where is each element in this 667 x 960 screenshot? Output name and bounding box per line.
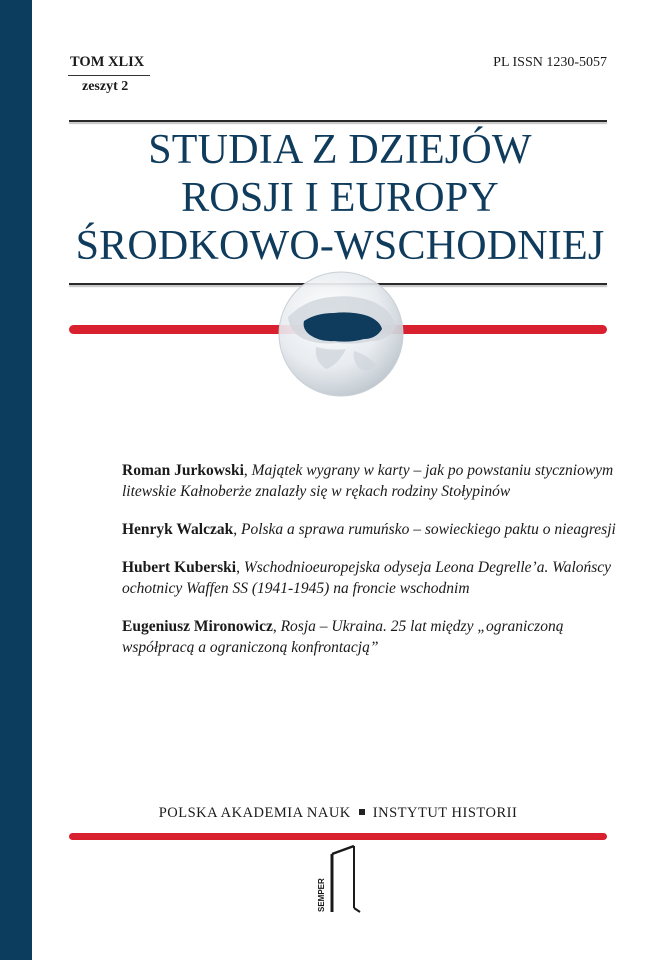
- list-item: Henryk Walczak, Polska a sprawa rumuńsko – sowieckiego paktu o nieagresji: [122, 521, 616, 538]
- article-author: Hubert Kuberski: [122, 559, 237, 576]
- top-rule: [69, 120, 607, 122]
- publisher-line: [69, 805, 607, 822]
- list-item: Eugeniusz Mironowicz, Rosja – Ukraina. 25 lat między „ograniczoną współpracą a ograniczoną konfrontacją”: [122, 618, 564, 656]
- journal-title: [60, 126, 620, 270]
- publisher-institute: INSTYTUT HISTORII: [372, 805, 518, 821]
- article-title: Polska a sprawa rumuńsko – sowieckiego paktu o nieagresji: [240, 521, 616, 538]
- logo-text: SEMPER: [317, 878, 326, 912]
- separator-square-icon: [359, 809, 365, 815]
- globe-icon: [276, 269, 406, 399]
- cover-spine: [0, 0, 32, 960]
- article-author: Roman Jurkowski: [122, 462, 244, 479]
- title-line-1: STUDIA Z DZIEJÓW: [148, 127, 532, 173]
- article-author: Henryk Walczak: [122, 521, 234, 538]
- issn-label: PL ISSN 1230-5057: [493, 55, 607, 70]
- article-author: Eugeniusz Mironowicz: [122, 618, 273, 635]
- article-title: Wschodnioeuropejska odyseja Leona Degrelle’a. Walońscy ochotnicy Waffen SS (1941-1945) na froncie wschodnim: [122, 559, 612, 597]
- volume-underline: [68, 75, 150, 76]
- list-item: Hubert Kuberski, Wschodnioeuropejska odyseja Leona Degrelle’a. Walońscy ochotnicy Waffen SS (1941-1945) na froncie wschodnim: [122, 559, 612, 597]
- list-item: Roman Jurkowski, Majątek wygrany w karty – jak po powstaniu styczniowym litewskie Kałnoberże znalazły się w rękach rodziny Stołypinów: [122, 462, 614, 500]
- title-line-2: ROSJI I EUROPY: [181, 175, 499, 221]
- article-title: Rosja – Ukraina. 25 lat między „ograniczoną współpracą a ograniczoną konfrontacją”: [122, 618, 564, 656]
- issue-label: zeszyt 2: [82, 79, 129, 94]
- volume-label: TOM XLIX: [70, 54, 145, 70]
- article-title: Majątek wygrany w karty – jak po powstaniu styczniowym litewskie Kałnoberże znalazły się w rękach rodziny Stołypinów: [122, 462, 614, 500]
- bottom-red-bar: [69, 833, 607, 840]
- semper-publisher-logo-icon: [318, 846, 368, 918]
- publisher-academy: POLSKA AKADEMIA NAUK: [158, 805, 351, 821]
- title-line-3: ŚRODKOWO-WSCHODNIEJ: [75, 223, 605, 269]
- contents-list: [122, 460, 622, 675]
